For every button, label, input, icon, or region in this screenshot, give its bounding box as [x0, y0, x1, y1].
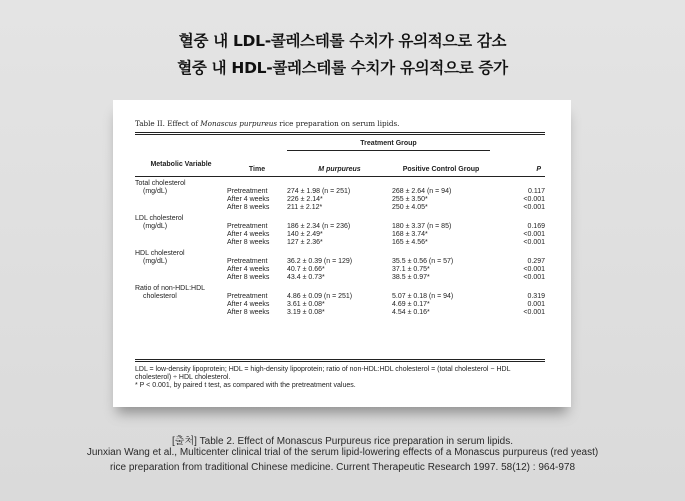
time-cell: After 4 weeks — [227, 266, 270, 273]
p-cell: <0.001 — [523, 204, 545, 211]
variable-name: Total cholesterol — [135, 180, 186, 187]
table-row — [135, 274, 545, 282]
p-cell: <0.001 — [523, 239, 545, 246]
table-row — [135, 215, 545, 223]
mp-cell: 140 ± 2.49* — [287, 231, 323, 238]
table-row — [135, 301, 545, 309]
table-row — [135, 223, 545, 231]
variable-unit: cholesterol — [143, 293, 177, 300]
caption-species: Monascus purpureus — [200, 119, 278, 128]
col-time: Time — [248, 166, 266, 173]
time-cell: Pretreatment — [227, 258, 268, 265]
pc-cell: 250 ± 4.05* — [392, 204, 428, 211]
bottom-rule-2 — [135, 361, 545, 362]
headline-hdl: 혈중 내 HDL-콜레스테롤 수치가 유의적으로 증가 — [177, 59, 508, 77]
time-cell: Pretreatment — [227, 293, 268, 300]
table-footnotes — [135, 366, 545, 390]
p-cell: <0.001 — [523, 266, 545, 273]
variable-name: Ratio of non-HDL:HDL — [135, 285, 206, 292]
variable-unit: (mg/dL) — [143, 258, 168, 265]
mp-cell: 127 ± 2.36* — [287, 239, 323, 246]
pc-cell: 165 ± 4.56* — [392, 239, 428, 246]
mp-cell: 274 ± 1.98 (n = 251) — [287, 188, 351, 195]
pc-cell: 268 ± 2.64 (n = 94) — [392, 188, 452, 195]
mp-cell: 40.7 ± 0.66* — [287, 266, 325, 273]
variable-unit: (mg/dL) — [143, 223, 168, 230]
table-row — [135, 231, 545, 239]
time-cell: After 4 weeks — [227, 196, 270, 203]
footnote-significance: * P < 0.001, by paired t test, as compared with the pretreatment values. — [135, 382, 356, 389]
p-cell: <0.001 — [523, 196, 545, 203]
table-row — [135, 188, 545, 196]
col-p-value: P — [536, 166, 541, 173]
headline-ldl: 혈중 내 LDL-콜레스테롤 수치가 유의적으로 감소 — [178, 32, 507, 50]
table-row — [135, 285, 545, 293]
mp-cell: 43.4 ± 0.73* — [287, 274, 325, 281]
col-variable: Metabolic Variable — [150, 160, 212, 168]
p-cell: <0.001 — [523, 231, 545, 238]
variable-name: HDL cholesterol — [135, 250, 185, 257]
time-cell: After 8 weeks — [227, 274, 270, 281]
pc-cell: 180 ± 3.37 (n = 85) — [392, 223, 452, 230]
table-row — [135, 266, 545, 274]
mp-cell: 226 ± 2.14* — [287, 196, 323, 203]
table-row — [135, 180, 545, 188]
p-cell: 0.117 — [528, 188, 545, 195]
table-row — [135, 250, 545, 258]
p-cell: <0.001 — [523, 309, 545, 316]
mp-cell: 3.19 ± 0.08* — [287, 309, 325, 316]
time-cell: Pretreatment — [227, 223, 268, 230]
variable-unit: (mg/dL) — [143, 188, 168, 195]
mp-cell: 186 ± 2.34 (n = 236) — [287, 223, 351, 230]
table-body — [135, 180, 545, 317]
col-m-purpureus: M purpureus — [318, 166, 361, 173]
mp-cell: 3.61 ± 0.08* — [287, 301, 325, 308]
pc-cell: 4.69 ± 0.17* — [392, 301, 430, 308]
footnote-abbreviations: LDL = low-density lipoprotein; HDL = high-density lipoprotein; ratio of non-HDL:HDL cholesterol = (total cholesterol − HDL cholesterol) ÷ HDL cholesterol. — [135, 366, 511, 381]
pc-cell: 168 ± 3.74* — [392, 231, 428, 238]
table-row — [135, 293, 545, 301]
mp-cell: 211 ± 2.12* — [287, 204, 323, 211]
pc-cell: 38.5 ± 0.97* — [392, 274, 430, 281]
col-positive-control: Positive Control Group — [402, 166, 480, 173]
p-cell: 0.001 — [527, 301, 545, 308]
table-row — [135, 258, 545, 266]
p-cell: 0.169 — [527, 223, 545, 230]
mp-cell: 36.2 ± 0.39 (n = 129) — [287, 258, 353, 265]
table-row — [135, 239, 545, 247]
time-cell: After 8 weeks — [227, 239, 270, 246]
caption-prefix: Table II. Effect of — [135, 119, 198, 128]
pc-cell: 35.5 ± 0.56 (n = 57) — [392, 258, 454, 265]
variable-name: LDL cholesterol — [135, 215, 184, 222]
p-cell: <0.001 — [523, 274, 545, 281]
table-row — [135, 204, 545, 212]
table-row — [135, 309, 545, 317]
time-cell: After 4 weeks — [227, 231, 270, 238]
table-card — [113, 100, 571, 407]
top-rule-2 — [135, 134, 545, 135]
lipid-table — [135, 137, 545, 317]
source-title: [출처] Table 2. Effect of Monascus Purpureus rice preparation in serum lipids. — [172, 436, 513, 447]
time-cell: After 4 weeks — [227, 301, 270, 308]
p-cell: 0.297 — [527, 258, 545, 265]
time-cell: After 8 weeks — [227, 204, 270, 211]
pc-cell: 4.54 ± 0.16* — [392, 309, 430, 316]
caption-suffix: rice preparation on serum lipids. — [279, 119, 400, 128]
table-row — [135, 196, 545, 204]
p-cell: 0.319 — [527, 293, 545, 300]
pc-cell: 255 ± 3.50* — [392, 196, 428, 203]
source-citation-2: rice preparation from traditional Chinese medicine. Current Therapeutic Research 1997. 58(12) : 964-978 — [109, 462, 576, 473]
bottom-rule — [135, 359, 545, 360]
mp-cell: 4.86 ± 0.09 (n = 251) — [287, 293, 353, 300]
time-cell: After 8 weeks — [227, 309, 270, 316]
pc-cell: 5.07 ± 0.18 (n = 94) — [392, 293, 454, 300]
table-caption — [135, 119, 399, 128]
pc-cell: 37.1 ± 0.75* — [392, 266, 430, 273]
group-header: Treatment Group — [287, 137, 490, 151]
source-citation-1: Junxian Wang et al., Multicenter clinical trial of the serum lipid-lowering effects of a Monascus purpureus (red yeast) — [86, 447, 599, 458]
time-cell: Pretreatment — [227, 188, 268, 195]
top-rule — [135, 132, 545, 133]
